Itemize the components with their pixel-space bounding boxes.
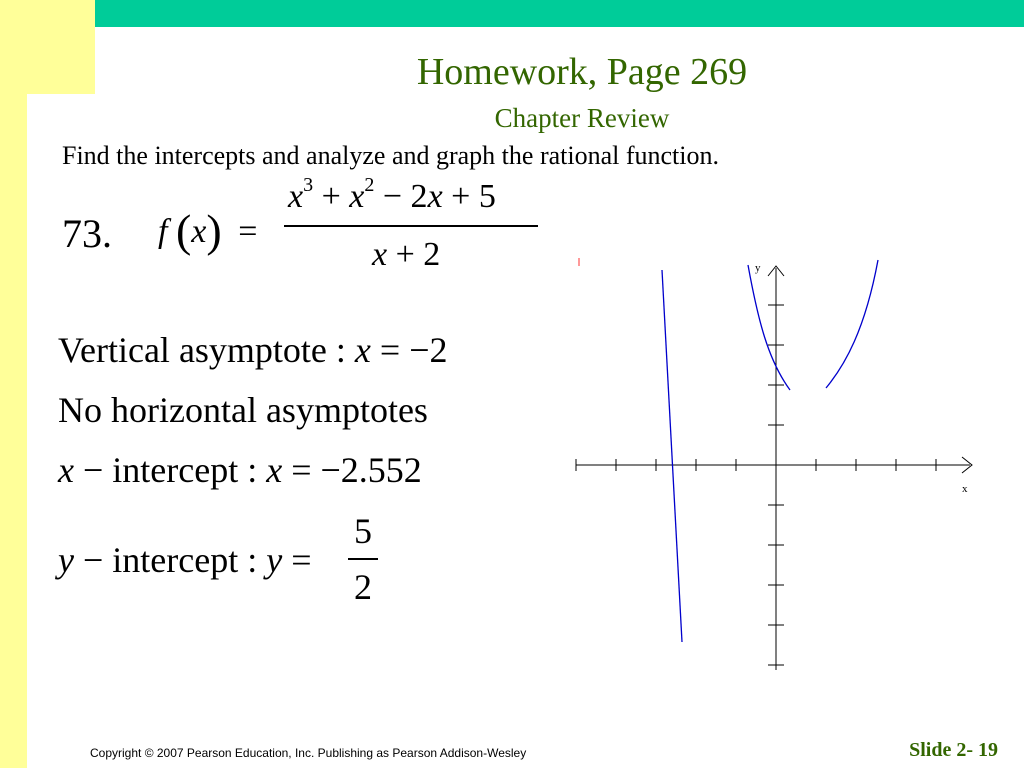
yi-eq: = [282, 540, 312, 580]
formula-close-paren: ) [206, 205, 222, 256]
copyright-footer: Copyright © 2007 Pearson Education, Inc. Publishing as Pearson Addison-Wesley [90, 746, 527, 760]
yi-label: − intercept : [73, 540, 267, 580]
va-rhs: = −2 [370, 330, 448, 370]
den-tail: + 2 [387, 236, 441, 273]
yi-var: y [58, 540, 74, 580]
axes [576, 266, 972, 670]
formula-f: f [158, 213, 168, 250]
num-exp2: 2 [364, 174, 375, 196]
left-branch-curve [662, 270, 682, 642]
right-branch-curve-lower [826, 260, 878, 388]
slide-title: Homework, Page 269 [416, 51, 748, 93]
left-decor-bar [0, 0, 27, 768]
xi-label: − intercept : [73, 450, 267, 490]
num-x2: x [349, 178, 365, 215]
horizontal-asymptote-line: No horizontal asymptotes [58, 390, 428, 430]
rational-function-formula [150, 170, 550, 280]
y-intercept-line [58, 540, 312, 580]
formula-x: x [191, 213, 207, 250]
va-var: x [354, 330, 371, 370]
num-x1: x [288, 178, 304, 215]
formula-fraction-bar [284, 225, 538, 227]
xi-var2: x [266, 450, 283, 490]
top-decor-bar [95, 0, 1024, 27]
formula-open-paren: ( [175, 205, 192, 256]
y-intercept-denominator: 2 [354, 567, 372, 607]
yi-var2: y [266, 540, 283, 580]
y-axis-label: y [755, 262, 761, 274]
formula-numerator [288, 174, 496, 216]
xi-rhs: = −2.552 [282, 450, 422, 490]
num-plus1: + [313, 178, 350, 215]
problem-instruction: Find the intercepts and analyze and graph the rational function. [62, 141, 719, 170]
vertical-asymptote-line [58, 330, 448, 370]
function-graph [560, 250, 990, 680]
num-exp1: 3 [303, 174, 314, 196]
slide-number: Slide 2- 19 [909, 739, 998, 761]
formula-equals: = [238, 213, 258, 250]
num-tail: + 5 [442, 178, 496, 215]
formula-lhs [158, 204, 257, 257]
corner-decor-block [0, 0, 95, 94]
xi-var: x [58, 450, 74, 490]
slide-subtitle: Chapter Review [494, 103, 670, 133]
num-rest: − 2 [374, 178, 428, 215]
x-intercept-line [58, 450, 422, 490]
x-axis-label: x [962, 483, 968, 495]
y-intercept-numerator: 5 [354, 511, 372, 551]
problem-number: 73. [62, 211, 112, 256]
formula-denominator [372, 236, 440, 274]
num-x3: x [427, 178, 443, 215]
y-intercept-fraction-bar [348, 558, 378, 560]
right-branch-curve-upper [748, 265, 790, 390]
y-intercept-fraction [348, 510, 378, 610]
va-label: Vertical asymptote : [58, 330, 355, 370]
den-x: x [372, 236, 388, 273]
